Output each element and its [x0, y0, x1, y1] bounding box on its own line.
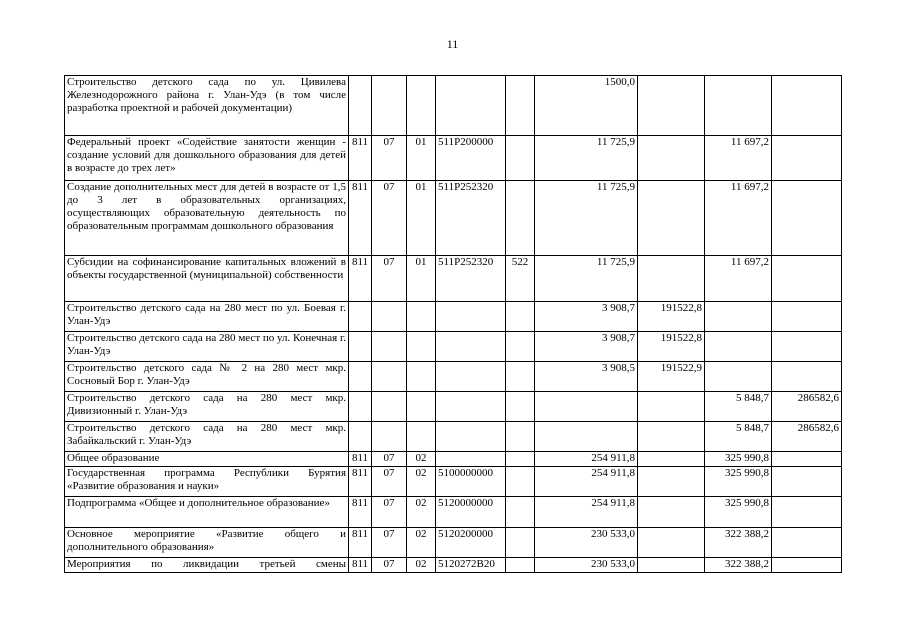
table-row [65, 422, 842, 452]
cell-amount-3: 11 697,2 [705, 256, 772, 302]
cell-name: Подпрограмма «Общее и дополнительное образование» [65, 497, 349, 528]
cell-amount-2 [638, 76, 705, 136]
cell-amount-3 [705, 332, 772, 362]
cell-amount-2 [638, 392, 705, 422]
table-row [65, 392, 842, 422]
cell-rz [372, 332, 407, 362]
cell-name: Общее образование [65, 452, 349, 467]
cell-name: Строительство детского сада № 2 на 280 мест мкр. Сосновый Бор г. Улан-Удэ [65, 362, 349, 392]
cell-amount-1: 1500,0 [535, 76, 638, 136]
cell-amount-3 [705, 302, 772, 332]
cell-csr [436, 392, 506, 422]
cell-csr [436, 332, 506, 362]
cell-vr [506, 452, 535, 467]
cell-amount-1: 11 725,9 [535, 136, 638, 181]
table-body [65, 76, 842, 573]
cell-gr [349, 332, 372, 362]
cell-csr: 511P252320 [436, 256, 506, 302]
cell-name: Строительство детского сада на 280 мест мкр. Дивизионный г. Улан-Удэ [65, 392, 349, 422]
cell-vr [506, 136, 535, 181]
cell-amount-4: 286582,6 [772, 422, 842, 452]
cell-amount-3: 322 388,2 [705, 528, 772, 558]
cell-amount-4 [772, 528, 842, 558]
cell-pr: 02 [407, 467, 436, 497]
cell-amount-3: 11 697,2 [705, 181, 772, 256]
cell-amount-2: 191522,8 [638, 302, 705, 332]
cell-gr: 811 [349, 467, 372, 497]
table-row [65, 256, 842, 302]
cell-amount-3: 325 990,8 [705, 467, 772, 497]
table-row [65, 136, 842, 181]
cell-rz [372, 392, 407, 422]
cell-amount-4 [772, 467, 842, 497]
cell-amount-3 [705, 76, 772, 136]
cell-csr: 511P200000 [436, 136, 506, 181]
cell-csr [436, 452, 506, 467]
budget-table [64, 75, 842, 573]
cell-pr [407, 332, 436, 362]
cell-name: Строительство детского сада по ул. Цивилева Железнодорожного района г. Улан-Удэ (в том числе разработка проектной и рабочей документации) [65, 76, 349, 136]
cell-amount-2: 191522,8 [638, 332, 705, 362]
cell-vr [506, 528, 535, 558]
cell-amount-1 [535, 422, 638, 452]
cell-amount-2 [638, 558, 705, 573]
cell-csr: 5120000000 [436, 497, 506, 528]
cell-amount-1: 11 725,9 [535, 256, 638, 302]
cell-gr [349, 76, 372, 136]
cell-vr [506, 76, 535, 136]
cell-amount-3: 5 848,7 [705, 422, 772, 452]
cell-amount-1: 3 908,5 [535, 362, 638, 392]
cell-amount-4: 286582,6 [772, 392, 842, 422]
table-row [65, 76, 842, 136]
cell-amount-4 [772, 452, 842, 467]
cell-amount-4 [772, 76, 842, 136]
cell-amount-3: 325 990,8 [705, 497, 772, 528]
cell-amount-2 [638, 452, 705, 467]
cell-amount-1: 11 725,9 [535, 181, 638, 256]
table-row [65, 497, 842, 528]
cell-csr: 511P252320 [436, 181, 506, 256]
cell-csr: 5100000000 [436, 467, 506, 497]
cell-amount-4 [772, 332, 842, 362]
cell-rz: 07 [372, 497, 407, 528]
cell-pr [407, 422, 436, 452]
cell-name: Государственная программа Республики Бурятия «Развитие образования и науки» [65, 467, 349, 497]
page-number: 11 [446, 37, 459, 51]
cell-amount-2 [638, 467, 705, 497]
cell-pr: 01 [407, 136, 436, 181]
cell-rz: 07 [372, 558, 407, 573]
cell-amount-1: 3 908,7 [535, 332, 638, 362]
cell-amount-4 [772, 558, 842, 573]
cell-amount-2 [638, 497, 705, 528]
cell-vr [506, 497, 535, 528]
cell-pr [407, 392, 436, 422]
cell-gr [349, 392, 372, 422]
cell-amount-1: 254 911,8 [535, 467, 638, 497]
cell-csr: 5120272В20 [436, 558, 506, 573]
cell-amount-2 [638, 181, 705, 256]
cell-amount-4 [772, 136, 842, 181]
cell-amount-3 [705, 362, 772, 392]
cell-amount-1: 254 911,8 [535, 452, 638, 467]
cell-pr: 02 [407, 497, 436, 528]
cell-amount-3: 11 697,2 [705, 136, 772, 181]
cell-gr: 811 [349, 452, 372, 467]
cell-amount-2 [638, 422, 705, 452]
cell-amount-2 [638, 136, 705, 181]
cell-rz: 07 [372, 136, 407, 181]
cell-gr [349, 362, 372, 392]
cell-rz [372, 302, 407, 332]
cell-gr: 811 [349, 558, 372, 573]
cell-rz [372, 362, 407, 392]
cell-name: Федеральный проект «Содействие занятости женщин - создание условий для дошкольного образования для детей в возрасте до трех лет» [65, 136, 349, 181]
cell-amount-2: 191522,9 [638, 362, 705, 392]
cell-vr [506, 302, 535, 332]
cell-gr: 811 [349, 256, 372, 302]
cell-name: Строительство детского сада на 280 мест по ул. Конечная г. Улан-Удэ [65, 332, 349, 362]
cell-amount-1: 230 533,0 [535, 528, 638, 558]
cell-name: Мероприятия по ликвидации третьей смены [65, 558, 349, 573]
cell-amount-4 [772, 497, 842, 528]
cell-pr: 02 [407, 558, 436, 573]
table-row [65, 528, 842, 558]
cell-amount-3: 5 848,7 [705, 392, 772, 422]
table-row [65, 467, 842, 497]
cell-rz: 07 [372, 181, 407, 256]
cell-vr [506, 422, 535, 452]
cell-amount-1: 254 911,8 [535, 497, 638, 528]
cell-amount-2 [638, 528, 705, 558]
table-row [65, 302, 842, 332]
cell-csr [436, 422, 506, 452]
table-row [65, 452, 842, 467]
cell-gr: 811 [349, 497, 372, 528]
cell-rz [372, 422, 407, 452]
cell-vr [506, 558, 535, 573]
cell-gr [349, 422, 372, 452]
cell-pr [407, 362, 436, 392]
cell-pr: 01 [407, 256, 436, 302]
cell-csr [436, 302, 506, 332]
cell-amount-1 [535, 392, 638, 422]
cell-amount-3: 322 388,2 [705, 558, 772, 573]
cell-amount-2 [638, 256, 705, 302]
cell-gr [349, 302, 372, 332]
cell-rz: 07 [372, 452, 407, 467]
cell-vr [506, 362, 535, 392]
cell-rz: 07 [372, 256, 407, 302]
cell-name: Строительство детского сада на 280 мест по ул. Боевая г. Улан-Удэ [65, 302, 349, 332]
cell-gr: 811 [349, 136, 372, 181]
table-row [65, 332, 842, 362]
cell-pr [407, 302, 436, 332]
cell-vr [506, 392, 535, 422]
table-row [65, 181, 842, 256]
table-row [65, 558, 842, 573]
cell-vr [506, 332, 535, 362]
cell-amount-4 [772, 181, 842, 256]
cell-amount-3: 325 990,8 [705, 452, 772, 467]
cell-rz [372, 76, 407, 136]
cell-gr: 811 [349, 528, 372, 558]
cell-pr: 01 [407, 181, 436, 256]
cell-amount-4 [772, 256, 842, 302]
cell-name: Строительство детского сада на 280 мест мкр. Забайкальский г. Улан-Удэ [65, 422, 349, 452]
cell-vr [506, 181, 535, 256]
cell-rz: 07 [372, 528, 407, 558]
cell-pr [407, 76, 436, 136]
cell-vr: 522 [506, 256, 535, 302]
cell-rz: 07 [372, 467, 407, 497]
cell-amount-1: 230 533,0 [535, 558, 638, 573]
cell-pr: 02 [407, 452, 436, 467]
cell-csr: 5120200000 [436, 528, 506, 558]
cell-name: Субсидии на софинансирование капитальных вложений в объекты государственной (муниципальной) собственности [65, 256, 349, 302]
cell-csr [436, 362, 506, 392]
cell-name: Создание дополнительных мест для детей в возрасте от 1,5 до 3 лет в образовательных организациях, осуществляющих образовательную деятельность по образовательным программам дошкольного образования [65, 181, 349, 256]
cell-vr [506, 467, 535, 497]
cell-amount-4 [772, 302, 842, 332]
cell-gr: 811 [349, 181, 372, 256]
cell-csr [436, 76, 506, 136]
cell-amount-4 [772, 362, 842, 392]
cell-pr: 02 [407, 528, 436, 558]
cell-amount-1: 3 908,7 [535, 302, 638, 332]
table-row [65, 362, 842, 392]
cell-name: Основное мероприятие «Развитие общего и дополнительного образования» [65, 528, 349, 558]
